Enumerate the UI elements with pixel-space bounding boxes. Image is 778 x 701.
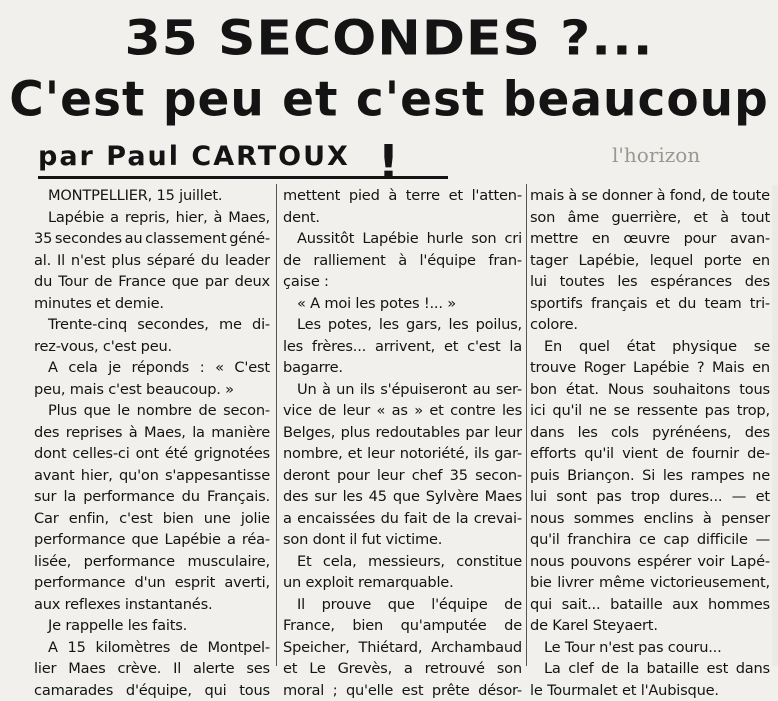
text-line: La clef de la bataille est dans (530, 658, 770, 680)
text-line: moral ; qu'elle est prête désor- (283, 680, 522, 701)
text-line: bie livrer même victorieusement, (530, 572, 770, 594)
text-line: Trente-cinq secondes, me di- (34, 314, 270, 336)
text-line: çaise : (283, 271, 522, 293)
text-line: MONTPELLIER, 15 juillet. (34, 185, 270, 207)
text-line: des reprises à Maes, la manière (34, 422, 270, 444)
text-line: Les potes, les gars, les poilus, (283, 314, 522, 336)
text-line: nous sommes enclins à penser (530, 508, 770, 530)
text-line: Aussitôt Lapébie hurle son cri (283, 228, 522, 250)
text-line: du Tour de France que par deux (34, 271, 270, 293)
text-line: camarades d'équipe, qui tous (34, 680, 270, 701)
text-line: puis Briançon. Si les rampes ne (530, 465, 770, 487)
text-line: 35 secondes au classement géné- (34, 228, 270, 250)
text-line: nombre, et leur notoriété, ils gar- (283, 443, 522, 465)
column-rule (526, 184, 527, 666)
text-line: performance d'un esprit averti, (34, 572, 270, 594)
text-line: rez-vous, c'est peu. (34, 336, 270, 358)
text-line: Le Tour n'est pas couru... (530, 637, 770, 659)
text-line: tager Lapébie, lequel porte en (530, 250, 770, 272)
text-line: Je rappelle les faits. (34, 615, 270, 637)
text-line: et Le Grevès, a retrouvé son (283, 658, 522, 680)
text-line: son dont il fut victime. (283, 529, 522, 551)
text-line: de Karel Steyaert. (530, 615, 770, 637)
text-line: ici qu'il ne se ressente pas trop, (530, 400, 770, 422)
text-line: « A moi les potes !... » (283, 293, 522, 315)
page-edge (772, 185, 778, 666)
text-line: lui sont pas trop dures... — et (530, 486, 770, 508)
text-line: le Tourmalet et l'Aubisque. (530, 680, 770, 701)
headline-sub: C'est peu et c'est beaucoup ! (0, 69, 778, 195)
text-line: deront pour leur chef 35 secon- (283, 465, 522, 487)
text-line: son âme guerrière, et à tout (530, 207, 770, 229)
neighbor-article-fragment: l'horizon (612, 140, 778, 170)
text-line: Car enfin, c'est bien une jolie (34, 508, 270, 530)
text-line: dans les cols pyrénéens, des (530, 422, 770, 444)
text-line: bagarre. (283, 357, 522, 379)
text-line: lisée, performance musculaire, (34, 551, 270, 573)
text-line: trouve Roger Lapébie ? Mais en (530, 357, 770, 379)
headline-main: 35 SECONDES ?... (0, 12, 778, 65)
text-line: A 15 kilomètres de Montpel- (34, 637, 270, 659)
text-line: Lapébie a repris, hier, à Maes, (34, 207, 270, 229)
text-line: al. Il n'est plus séparé du leader (34, 250, 270, 272)
text-line: Et cela, messieurs, constitue (283, 551, 522, 573)
text-line: efforts qu'il vient de fournir de- (530, 443, 770, 465)
text-line: bon état. Nous souhaitons tous (530, 379, 770, 401)
text-line: lui toutes les espérances des (530, 271, 770, 293)
text-line: A cela je réponds : « C'est (34, 357, 270, 379)
text-line: de ralliement à l'équipe fran- (283, 250, 522, 272)
column-rule (276, 184, 277, 666)
text-line: Il prouve que l'équipe de (283, 594, 522, 616)
text-line: un exploit remarquable. (283, 572, 522, 594)
article-column-2 (283, 185, 522, 666)
text-line: Belges, plus redoutables par leur (283, 422, 522, 444)
text-line: dont celles-ci ont été grignotées (34, 443, 270, 465)
text-line: qu'il franchira ce cap difficile — (530, 529, 770, 551)
text-line: a encaissées du fait de la crevai- (283, 508, 522, 530)
text-line: sur la performance du Français. (34, 486, 270, 508)
byline: par Paul CARTOUX (38, 140, 448, 179)
text-line: des sur les 45 que Sylvère Maes (283, 486, 522, 508)
text-line: Un à un ils s'épuiseront au ser- (283, 379, 522, 401)
text-line: nous pouvons espérer voir Lapé- (530, 551, 770, 573)
text-line: sportifs français et du team tri- (530, 293, 770, 315)
text-line: Plus que le nombre de secon- (34, 400, 270, 422)
text-line: mettre en œuvre pour avan- (530, 228, 770, 250)
text-line: peu, mais c'est beaucoup. » (34, 379, 270, 401)
text-line: minutes et demie. (34, 293, 270, 315)
text-line: mais à se donner à fond, de toute (530, 185, 770, 207)
text-line: performance que Lapébie a réa- (34, 529, 270, 551)
article-column-3 (530, 185, 770, 666)
text-line: les frères... arrivent, et c'est la (283, 336, 522, 358)
text-line: vice de leur « as » et contre les (283, 400, 522, 422)
text-line: colore. (530, 314, 770, 336)
text-line: France, bien qu'amputée de (283, 615, 522, 637)
text-line: Speicher, Thiétard, Archambaud (283, 637, 522, 659)
text-line: En quel état physique se (530, 336, 770, 358)
text-line: mettent pied à terre et l'atten- (283, 185, 522, 207)
article-column-1 (34, 185, 270, 666)
text-line: qui sait... bataille aux hommes (530, 594, 770, 616)
text-line: lier Maes crève. Il alerte ses (34, 658, 270, 680)
text-line: avant hier, qu'on s'appesantisse (34, 465, 270, 487)
text-line: aux reflexes instantanés. (34, 594, 270, 616)
text-line: dent. (283, 207, 522, 229)
